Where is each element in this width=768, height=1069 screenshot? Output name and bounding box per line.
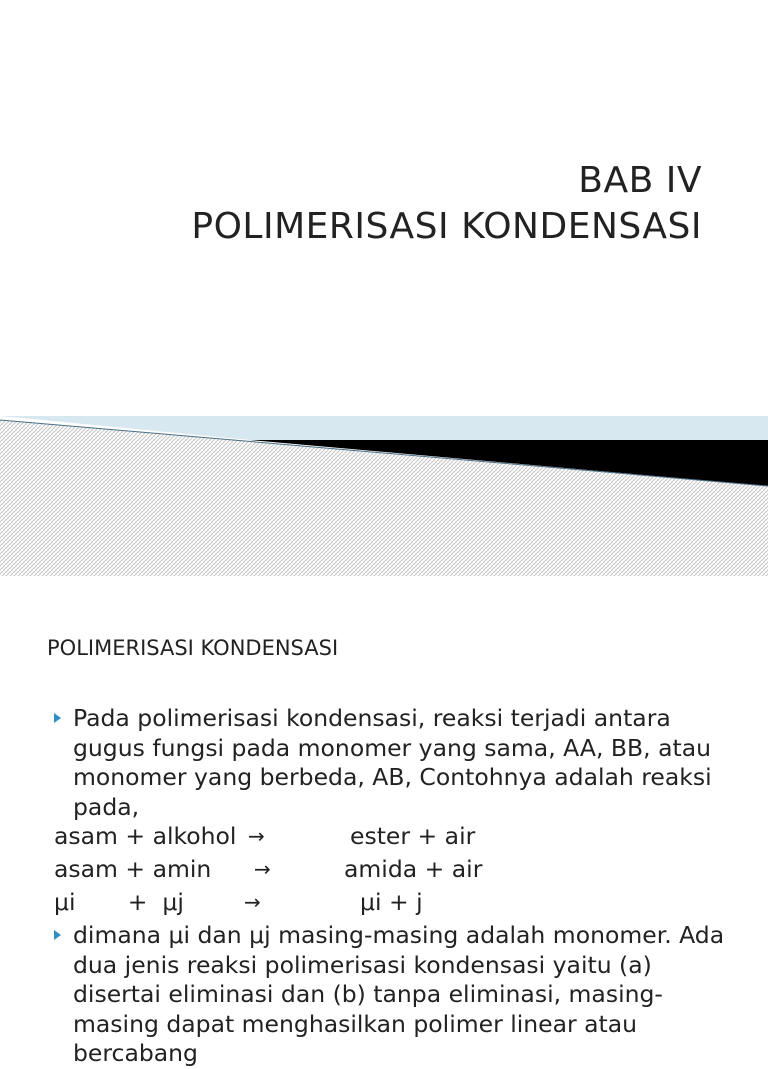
- equation-right: ester + air: [350, 822, 476, 850]
- bullet-item-2: [54, 921, 744, 1069]
- equation-right: μi + j: [360, 888, 423, 916]
- equation-row-3: [54, 888, 744, 921]
- equation-right: amida + air: [344, 855, 483, 883]
- equation-left: μi + μj: [54, 888, 184, 916]
- decorative-band: [0, 410, 768, 576]
- arrow-right-icon: →: [248, 824, 265, 848]
- title-line-chapter: BAB IV: [578, 160, 702, 201]
- arrow-right-icon: →: [244, 890, 261, 914]
- bullet-text-2: dimana μi dan μj masing-masing adalah monomer. Ada dua jenis reaksi polimerisasi kondensasi yaitu (a) disertai eliminasi dan (b) tanpa eliminasi, masing-masing dapat menghasilkan polimer linear atau bercabang: [73, 921, 725, 1067]
- bullet-item-1: [54, 704, 744, 822]
- equation-row-1: [54, 822, 744, 855]
- slide-title: [191, 158, 702, 250]
- bullet-triangle-icon: [54, 930, 61, 940]
- bullet-triangle-icon: [54, 713, 61, 723]
- equation-left: asam + alkohol: [54, 822, 237, 850]
- arrow-right-icon: →: [254, 857, 271, 881]
- bullet-text-1: Pada polimerisasi kondensasi, reaksi terjadi antara gugus fungsi pada monomer yang sama, AA, BB, atau monomer yang berbeda, AB, Contohnya adalah reaksi pada,: [73, 704, 712, 821]
- equation-left: asam + amin: [54, 855, 212, 883]
- slide-body: [54, 704, 744, 1069]
- slide-heading: POLIMERISASI KONDENSASI: [47, 636, 339, 660]
- title-line-topic: POLIMERISASI KONDENSASI: [191, 206, 702, 247]
- content-slide: [0, 576, 768, 1067]
- equation-row-2: [54, 855, 744, 888]
